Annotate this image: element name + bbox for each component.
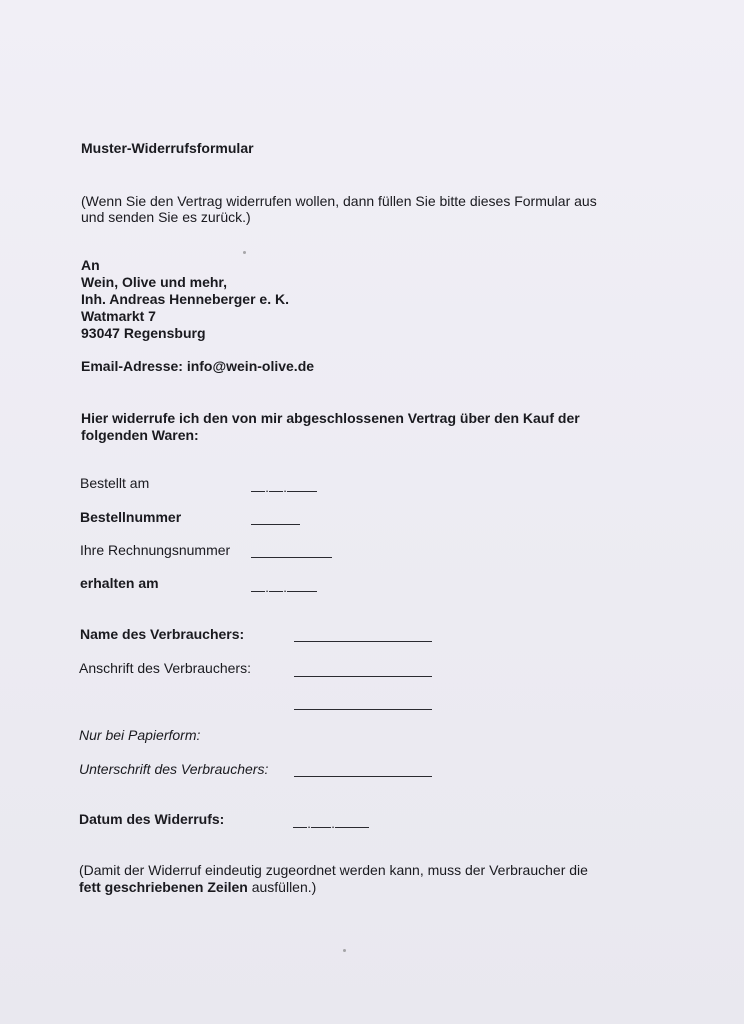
statement-line-2: folgenden Waren: — [81, 427, 199, 443]
ordered-on-label: Bestellt am — [80, 475, 150, 491]
email-address: Email-Adresse: info@wein-olive.de — [81, 358, 315, 374]
received-on-label: erhalten am — [80, 575, 159, 591]
consumer-address-field-2[interactable] — [294, 709, 432, 710]
scan-speck — [343, 949, 346, 952]
consumer-signature-field[interactable] — [294, 776, 432, 777]
ordered-on-date-field[interactable]: . . — [251, 479, 317, 495]
statement-line-1: Hier widerrufe ich den von mir abgeschlossenen Vertrag über den Kauf der — [81, 410, 580, 426]
consumer-name-label: Name des Verbrauchers: — [80, 626, 245, 642]
withdrawal-date-label: Datum des Widerrufs: — [79, 811, 225, 827]
scan-speck — [243, 251, 246, 254]
intro-line-1: (Wenn Sie den Vertrag widerrufen wollen, dann füllen Sie bitte dieses Formular aus — [81, 193, 597, 209]
invoice-number-label: Ihre Rechnungsnummer — [80, 542, 231, 558]
consumer-address-field-1[interactable] — [294, 676, 432, 677]
footer-bold-text: fett geschriebenen Zeilen — [79, 879, 248, 895]
consumer-address-label: Anschrift des Verbrauchers: — [79, 660, 251, 676]
paper-only-note: Nur bei Papierform: — [79, 727, 201, 743]
form-title: Muster-Widerrufsformular — [81, 140, 254, 156]
address-company: Wein, Olive und mehr, — [81, 274, 227, 290]
order-number-field[interactable] — [251, 524, 300, 525]
consumer-signature-label: Unterschrift des Verbrauchers: — [79, 761, 269, 777]
footer-note-line-2 — [79, 879, 316, 896]
address-street: Watmarkt 7 — [81, 308, 156, 324]
withdrawal-date-field[interactable]: . . — [293, 815, 369, 831]
order-number-label: Bestellnummer — [80, 509, 182, 525]
received-on-date-field[interactable]: . . — [251, 579, 317, 595]
address-city: 93047 Regensburg — [81, 325, 206, 341]
intro-line-2: und senden Sie es zurück.) — [81, 209, 251, 225]
footer-rest-text: ausfüllen.) — [247, 879, 317, 895]
address-owner: Inh. Andreas Henneberger e. K. — [81, 291, 289, 307]
footer-note-line-1: (Damit der Widerruf eindeutig zugeordnet werden kann, muss der Verbraucher die — [79, 862, 588, 878]
invoice-number-field[interactable] — [251, 557, 332, 558]
consumer-name-field[interactable] — [294, 641, 432, 642]
address-to: An — [81, 257, 100, 273]
